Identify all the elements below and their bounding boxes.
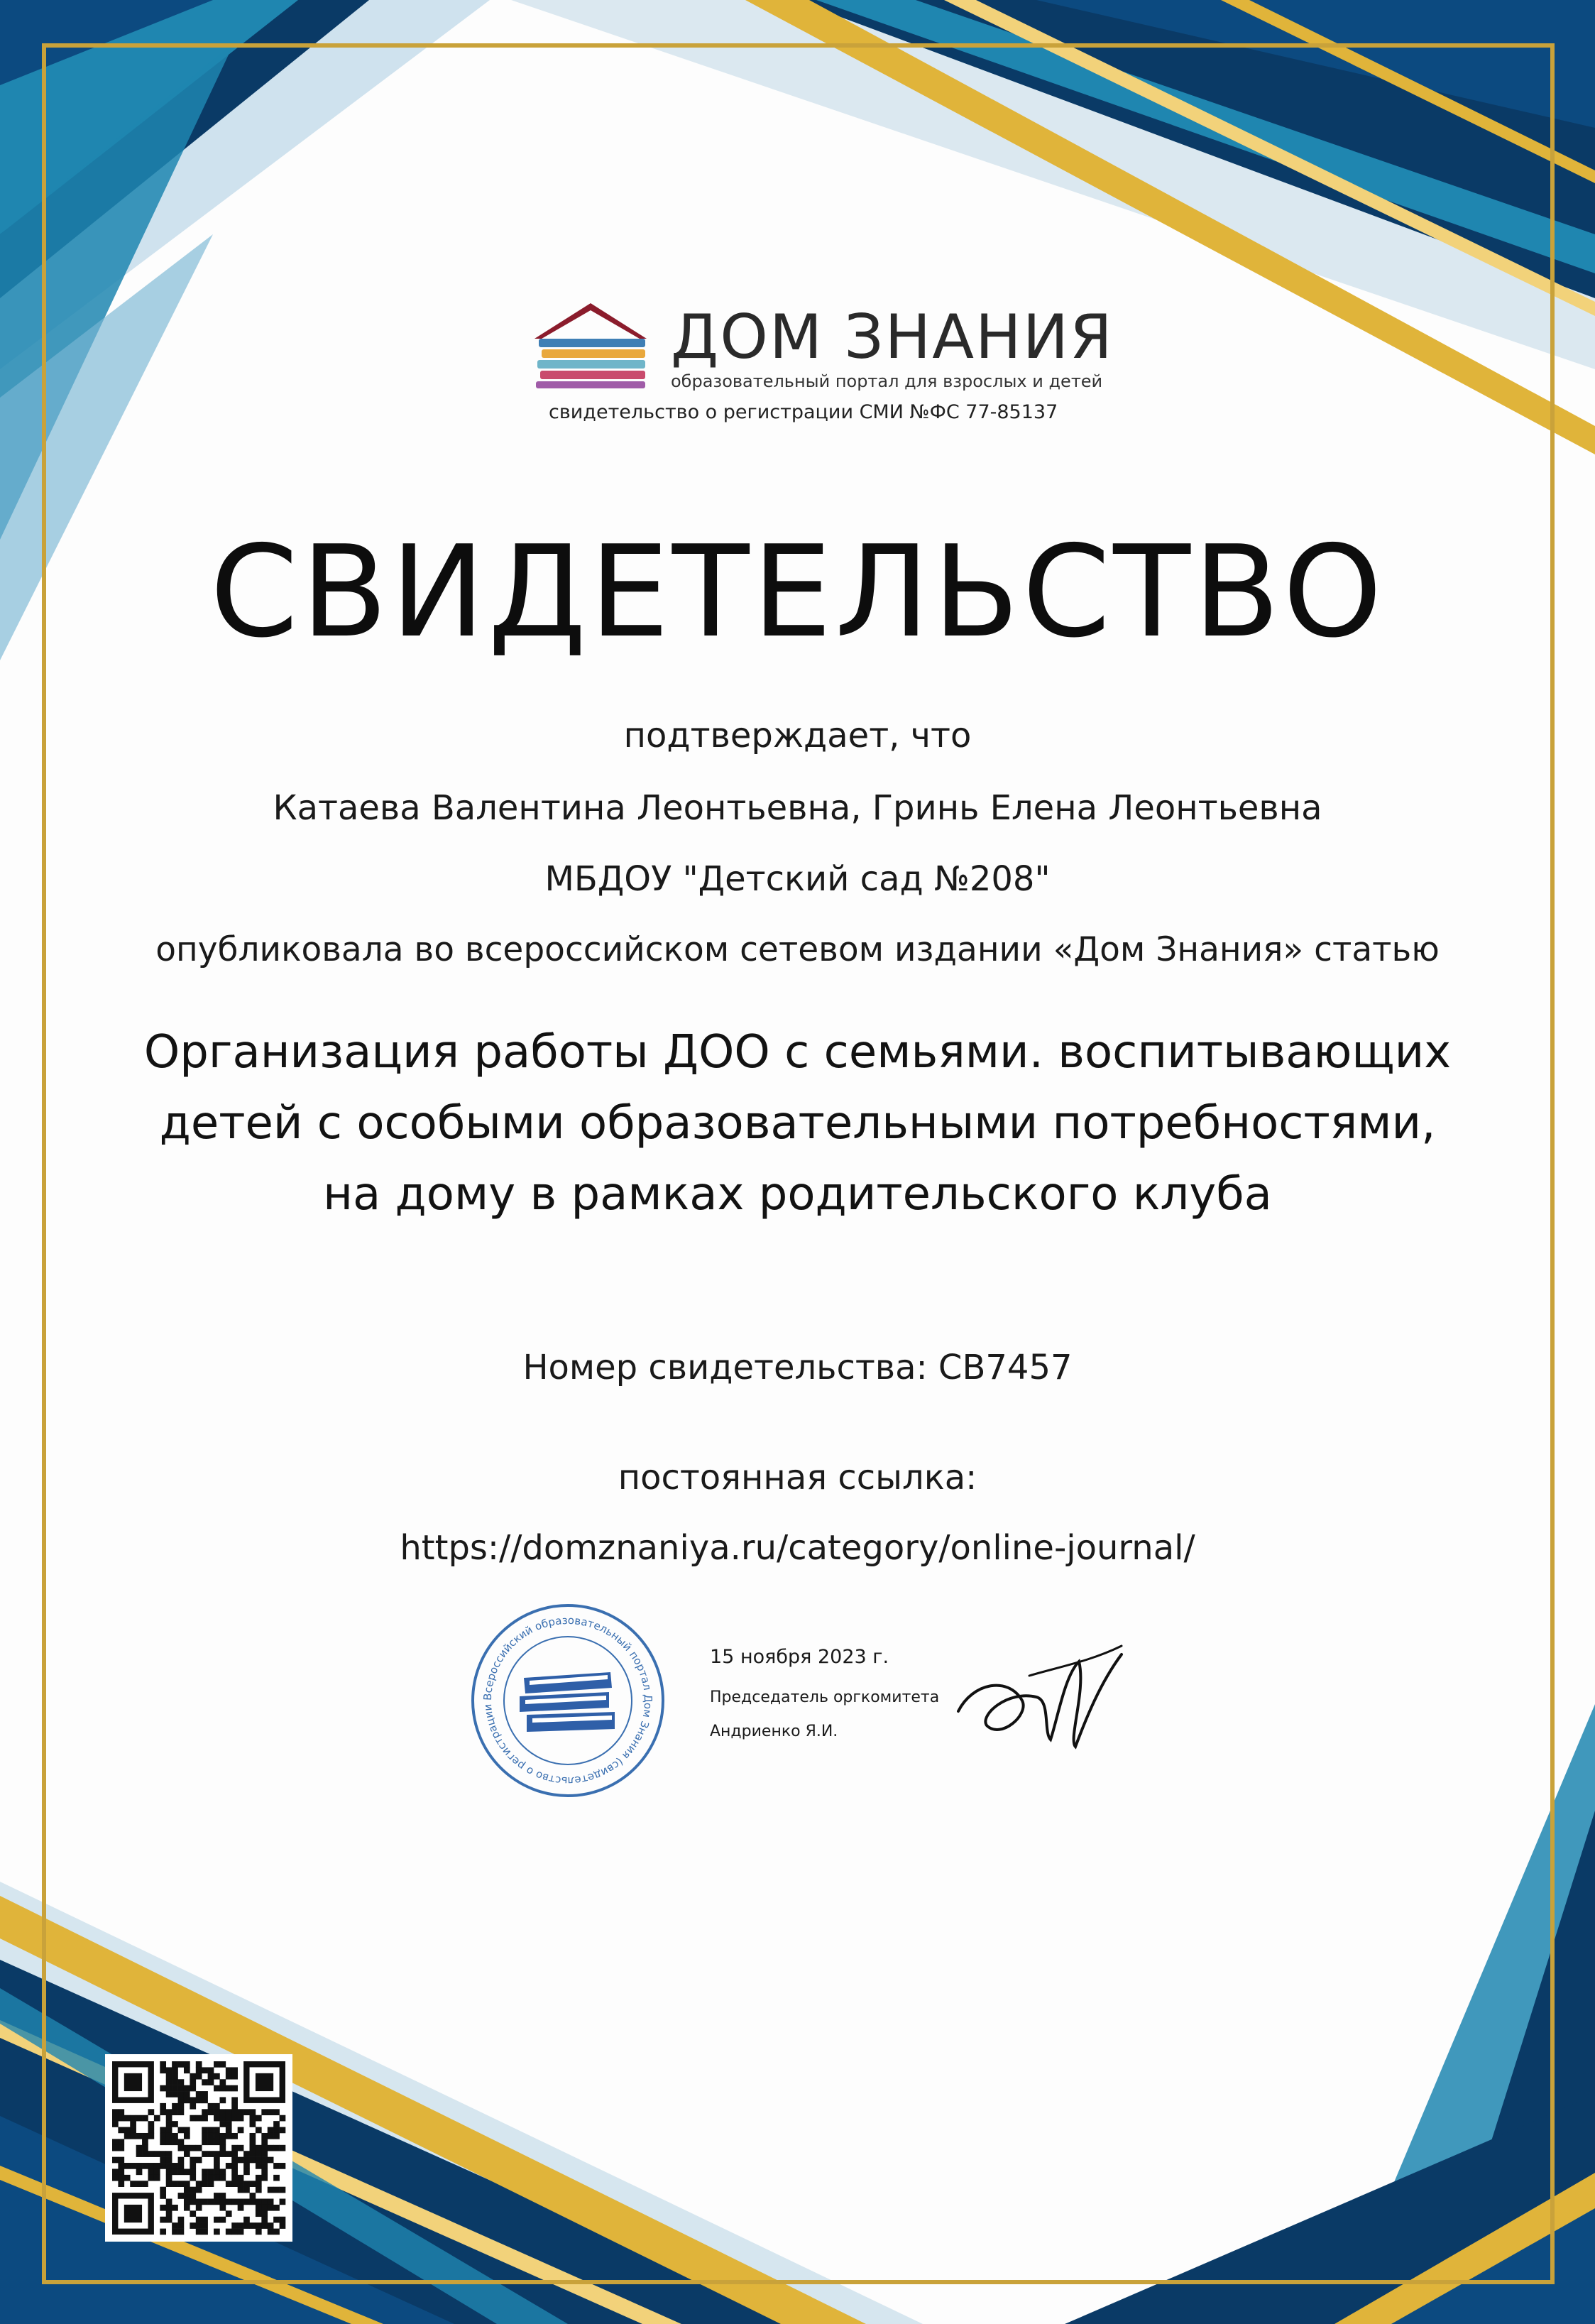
qr-code[interactable] — [105, 2054, 292, 2242]
chair-title: Председатель оргкомитета — [710, 1689, 940, 1706]
certificate-number: Номер свидетельства: СВ7457 — [522, 1348, 1073, 1387]
chair-name: Андриенко Я.И. — [710, 1723, 838, 1740]
recipient-names: Катаева Валентина Леонтьевна, Гринь Елена Леонтьевна — [273, 788, 1322, 828]
signature-icon — [944, 1633, 1129, 1768]
registration-text: свидетельство о регистрации СМИ №ФС 77-85137 — [549, 401, 1058, 423]
logo-brand: ДОМ ЗНАНИЯ — [671, 302, 1114, 373]
logo-tagline: образовательный портал для взрослых и детей — [671, 371, 1103, 391]
seal-text: Всероссийский образовательный портал Дом Знания (свидетельство о регистрации — [481, 1613, 655, 1788]
house-books-icon — [529, 295, 653, 391]
logo — [529, 295, 1114, 437]
article-title: Организация работы ДОО с семьями. воспитывающих детей с особыми образовательными потребностями, на дому в рамках родительского клуба — [143, 1026, 1452, 1221]
seal-stamp — [468, 1601, 667, 1800]
organization-name: МБДОУ "Детский сад №208" — [544, 859, 1051, 899]
certificate-title: СВИДЕТЕЛЬСТВО — [209, 518, 1386, 665]
svg-text:Всероссийский образовательный — [468, 1601, 654, 1787]
confirms-text: подтверждает, что — [623, 716, 972, 755]
books-stack-icon — [520, 1672, 615, 1732]
published-text: опубликовала во всероссийском сетевом издании «Дом Знания» статью — [155, 930, 1440, 969]
link-label: постоянная ссылка: — [618, 1458, 977, 1497]
qr-code-icon — [105, 2054, 292, 2242]
issue-date: 15 ноября 2023 г. — [710, 1646, 889, 1668]
permanent-link[interactable]: https://domznaniya.ru/category/online-journal/ — [400, 1528, 1195, 1568]
